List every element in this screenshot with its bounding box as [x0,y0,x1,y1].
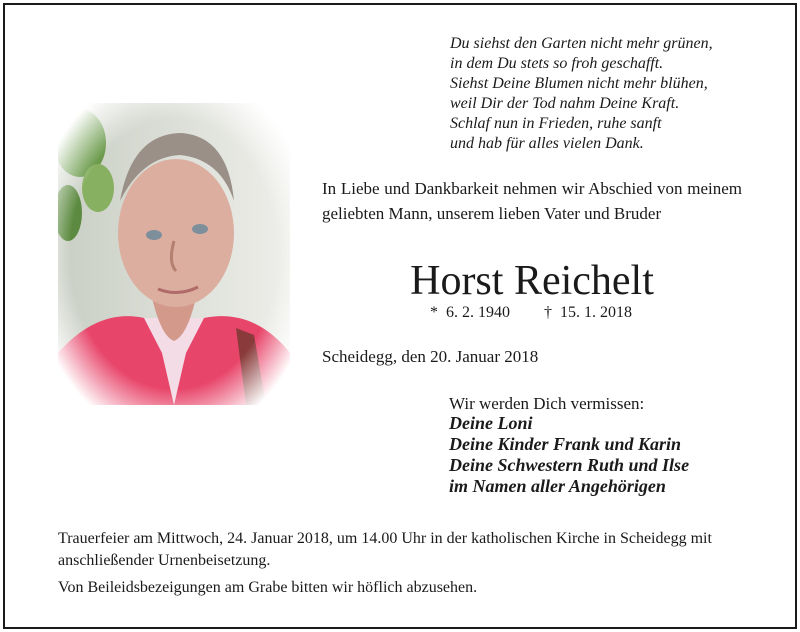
intro-text: In Liebe und Dankbarkeit nehmen wir Abschied von meinem geliebten Mann, unserem lieben Vater und Bruder [322,179,742,223]
life-dates [430,303,632,323]
poem-line: weil Dir der Tod nahm Deine Kraft. [450,95,680,112]
poem-line: in dem Du stets so froh geschafft. [450,55,664,72]
poem-line: Du siehst den Garten nicht mehr grünen, [450,35,713,52]
signer-line: Deine Kinder Frank und Karin [449,434,682,454]
signer-line: im Namen aller Angehörigen [449,476,666,496]
poem [450,34,713,154]
poem-line: und hab für alles vielen Dank. [450,135,644,152]
deceased-name: Horst Reichelt [410,258,654,304]
portrait-photo [58,103,290,405]
cross-icon: † [544,304,552,321]
condolence-note: Von Beileidsbezeigungen am Grabe bitten wir höflich abzusehen. [58,579,478,596]
miss-text: Wir werden Dich vermissen: [449,394,645,413]
signer-line: Deine Schwestern Ruth und Ilse [449,455,690,475]
birth-date: 6. 2. 1940 [446,304,510,321]
poem-line: Siehst Deine Blumen nicht mehr blühen, [450,75,708,92]
death-date: 15. 1. 2018 [560,304,632,321]
poem-line: Schlaf nun in Frieden, ruhe sanft [450,115,662,132]
signer-line: Deine Loni [449,413,533,433]
signers [449,413,689,497]
funeral-info: Trauerfeier am Mittwoch, 24. Januar 2018, um 14.00 Uhr in der katholischen Kirche in Scheidegg mit anschließender Urnenbeisetzung. [58,530,712,569]
star-icon: * [430,304,438,321]
place-date: Scheidegg, den 20. Januar 2018 [322,347,539,366]
